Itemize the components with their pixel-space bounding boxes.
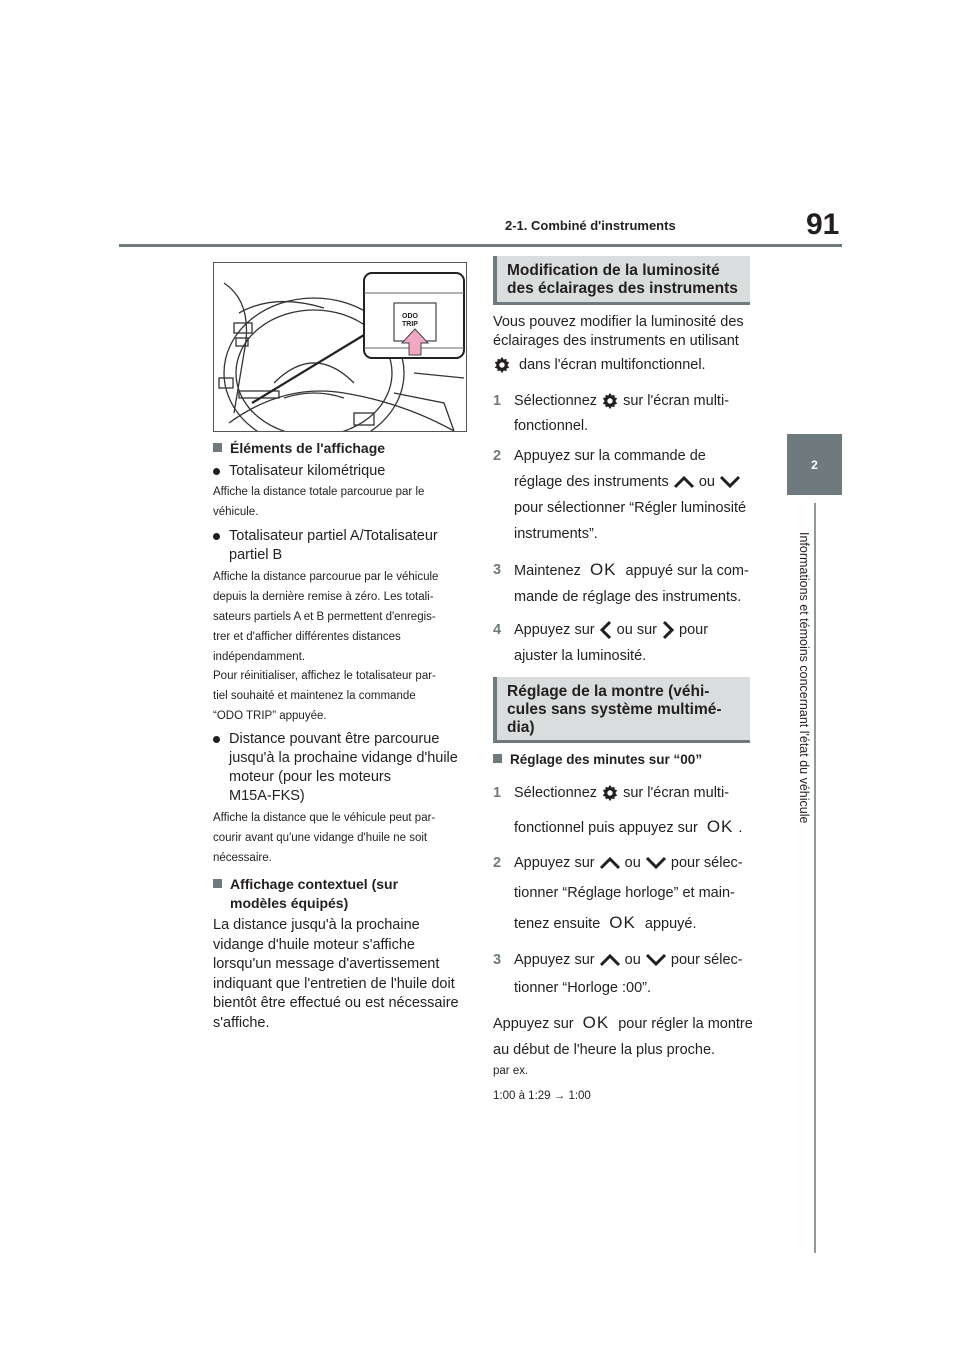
brightness-step-2: 2 Appuyez sur la commande de réglage des instruments ou pour sélectionner “Régler luminosité instruments”. (493, 448, 747, 542)
settings-gear-icon (601, 784, 619, 802)
brightness-step-4: 4 Appuyez sur ou sur pour ajuster la luminosité. (493, 622, 709, 664)
square-bullet-icon (493, 754, 502, 763)
chevron-down-icon (719, 475, 741, 489)
brightness-step-3: 3 Maintenez OK appuyé sur la com- mande de réglage des instruments. (493, 557, 779, 610)
chevron-left-icon (599, 620, 613, 640)
chevron-down-icon (645, 953, 667, 967)
example-label: par ex. (493, 1065, 529, 1077)
chevron-up-icon (599, 856, 621, 870)
heading-contextual-display: Affichage contextuel (sur modèles équipés) (213, 875, 473, 913)
brightness-intro-end: dans l'écran multifonctionnel. (493, 356, 706, 375)
chevron-down-icon (645, 856, 667, 870)
trip-meter-description: Affiche la distance parcourue par le véhicule depuis la dernière remise à zéro. Les totali- sateurs partiels A et B permettent d'enregis- trer et d'afficher différentes distances indépendamment. (213, 571, 439, 663)
bullet-dot-icon (213, 736, 220, 743)
side-rule (814, 503, 816, 1253)
dashboard-drawing (214, 263, 467, 432)
odo-trip-label: ODO TRIP (402, 313, 418, 328)
heading-clock-box: Réglage de la montre (véhi- cules sans système multimé- dia) (493, 677, 750, 743)
page-number: 91 (806, 208, 840, 241)
chapter-title: Informations et témoins concernant l'état du véhicule (797, 532, 811, 824)
brightness-intro: Vous pouvez modifier la luminosité des éclairages des instruments en utilisant (493, 314, 744, 349)
chevron-up-icon (673, 475, 695, 489)
ok-button-icon: OK (706, 817, 734, 836)
settings-gear-icon (493, 356, 511, 374)
chevron-right-icon (661, 620, 675, 640)
bullet-trip-meter: Totalisateur partiel A/Totalisateur partiel B (213, 527, 489, 565)
clock-step-2: 2 Appuyez sur ou pour sélec- tionner “Réglage horloge” et main- tenez ensuite OK appuyé. (493, 848, 779, 939)
chapter-number: 2 (811, 457, 818, 472)
section-title: 2-1. Combiné d'instruments (505, 218, 676, 233)
square-bullet-icon (213, 879, 222, 888)
heading-brightness-box: Modification de la luminosité des éclairages des instruments (493, 256, 750, 305)
bullet-dot-icon (213, 468, 220, 475)
ok-button-icon: OK (609, 913, 636, 932)
brightness-step-1: 1 Sélectionnez sur l'écran multi- fonctionnel. (493, 393, 729, 434)
clock-step-3: 3 Appuyez sur ou pour sélec- tionner “Horloge :00”. (493, 952, 743, 996)
trip-reset-description: Pour réinitialiser, affichez le totalisateur par- tiel souhaité et maintenez la commande “ODO TRIP” appuyée. (213, 670, 436, 722)
square-bullet-icon (213, 443, 222, 452)
heading-minutes-setting: Réglage des minutes sur “00” (493, 752, 702, 767)
bullet-odometer: Totalisateur kilométrique (213, 462, 489, 481)
chevron-up-icon (599, 953, 621, 967)
odometer-description: Affiche la distance totale parcourue par le véhicule. (213, 486, 425, 518)
heading-display-items: Éléments de l'affichage (213, 440, 385, 456)
oil-distance-description: Affiche la distance que le véhicule peut par- courir avant qu'une vidange d'huile ne soit nécessaire. (213, 812, 436, 864)
bullet-oil-distance: Distance pouvant être parcourue jusqu'à la prochaine vidange d'huile moteur (pour les moteurs M15A-FKS) (213, 730, 489, 806)
ok-button-icon: OK (582, 1013, 610, 1032)
bullet-dot-icon (213, 533, 220, 540)
dashboard-illustration (213, 262, 467, 432)
clock-final-paragraph: Appuyez sur OK pour régler la montre au début de l'heure la plus proche. (493, 1010, 758, 1063)
chapter-tab (787, 434, 842, 495)
example-value: 1:00 à 1:29 → 1:00 (493, 1090, 591, 1102)
clock-step-1: 1 Sélectionnez sur l'écran multi- fonctionnel puis appuyez sur OK . (493, 776, 779, 845)
settings-gear-icon (601, 392, 619, 410)
ok-button-icon: OK (589, 560, 617, 579)
header-rule (119, 244, 842, 247)
contextual-paragraph: La distance jusqu'à la prochaine vidange d'huile moteur s'affiche lorsqu'un message d'avertissement indiquant que l'entretien de l'huile doit bientôt être effectué ou est nécessaire s'affiche. (213, 917, 459, 1031)
